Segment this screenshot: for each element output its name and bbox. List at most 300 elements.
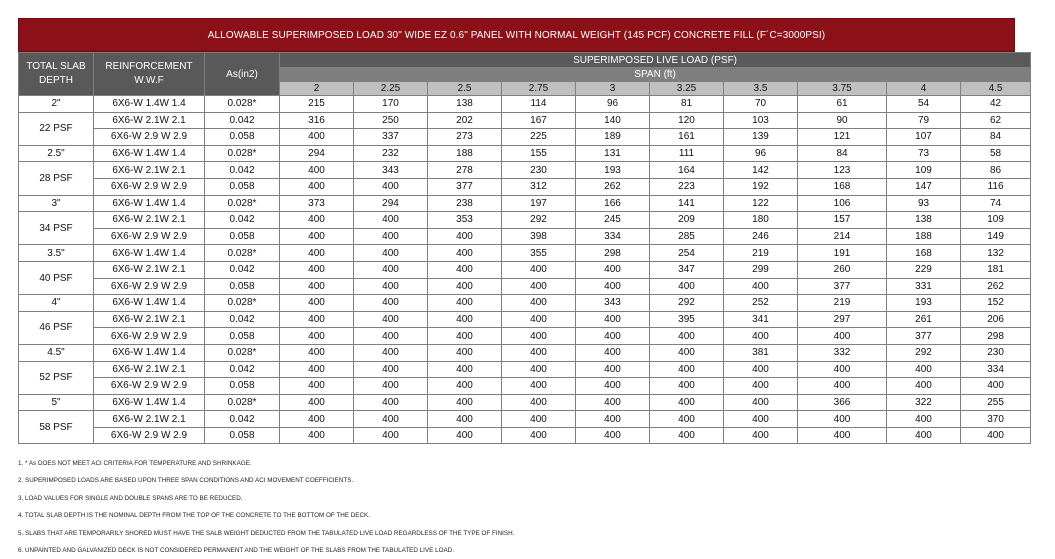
load-value-cell: 373 xyxy=(280,195,354,212)
span-header-cell: 4.5 xyxy=(961,82,1031,96)
load-value-cell: 116 xyxy=(961,178,1031,195)
reinforcement-cell: 6X6-W 2.9 W 2.9 xyxy=(94,129,205,146)
load-table xyxy=(18,52,1031,444)
slab-depth-cell: 3.5" xyxy=(19,245,94,262)
load-value-cell: 107 xyxy=(887,129,961,146)
load-value-cell: 400 xyxy=(576,328,650,345)
load-value-cell: 73 xyxy=(887,145,961,162)
table-row xyxy=(19,427,1031,444)
load-value-cell: 377 xyxy=(887,328,961,345)
load-value-cell: 400 xyxy=(354,178,428,195)
load-value-cell: 400 xyxy=(280,378,354,395)
load-table-container xyxy=(18,18,1015,444)
load-value-cell: 400 xyxy=(502,278,576,295)
load-value-cell: 188 xyxy=(887,228,961,245)
load-value-cell: 400 xyxy=(502,411,576,428)
load-value-cell: 223 xyxy=(650,178,724,195)
as-cell: 0.042 xyxy=(205,361,280,378)
load-value-cell: 298 xyxy=(961,328,1031,345)
load-value-cell: 62 xyxy=(961,112,1031,129)
load-value-cell: 334 xyxy=(961,361,1031,378)
load-value-cell: 294 xyxy=(354,195,428,212)
load-value-cell: 400 xyxy=(428,378,502,395)
reinforcement-cell: 6X6-W 2.9 W 2.9 xyxy=(94,228,205,245)
as-cell: 0.042 xyxy=(205,261,280,278)
as-cell: 0.042 xyxy=(205,112,280,129)
reinforcement-cell: 6X6-W 2.9 W 2.9 xyxy=(94,178,205,195)
load-value-cell: 229 xyxy=(887,261,961,278)
table-row xyxy=(19,228,1031,245)
load-value-cell: 366 xyxy=(798,394,887,411)
as-cell: 0.058 xyxy=(205,278,280,295)
load-value-cell: 400 xyxy=(354,378,428,395)
table-row xyxy=(19,361,1031,378)
load-value-cell: 79 xyxy=(887,112,961,129)
load-value-cell: 138 xyxy=(887,212,961,229)
load-value-cell: 400 xyxy=(961,427,1031,444)
load-value-cell: 334 xyxy=(576,228,650,245)
load-value-cell: 152 xyxy=(961,295,1031,312)
load-value-cell: 109 xyxy=(887,162,961,179)
load-value-cell: 400 xyxy=(502,394,576,411)
header-as: As(in2) xyxy=(205,53,280,96)
load-value-cell: 400 xyxy=(887,411,961,428)
load-value-cell: 355 xyxy=(502,245,576,262)
load-value-cell: 188 xyxy=(428,145,502,162)
load-value-cell: 120 xyxy=(650,112,724,129)
load-value-cell: 142 xyxy=(724,162,798,179)
load-value-cell: 61 xyxy=(798,96,887,113)
load-value-cell: 84 xyxy=(798,145,887,162)
reinforcement-cell: 6X6-W 1.4W 1.4 xyxy=(94,295,205,312)
table-row xyxy=(19,178,1031,195)
slab-weight-cell: 46 PSF xyxy=(19,311,94,344)
span-header-cell: 2.25 xyxy=(354,82,428,96)
load-value-cell: 377 xyxy=(798,278,887,295)
load-value-cell: 209 xyxy=(650,212,724,229)
note-item: 6. UNPAINTED AND GALVANIZED DECK IS NOT CONSIDERED PERMANENT AND THE WEIGHT OF THE SLABS FROM THE TABULATED LIVE LOAD. xyxy=(18,546,454,554)
load-value-cell: 400 xyxy=(576,394,650,411)
slab-weight-cell: 28 PSF xyxy=(19,162,94,195)
load-value-cell: 400 xyxy=(650,378,724,395)
table-row xyxy=(19,96,1031,113)
load-value-cell: 400 xyxy=(724,328,798,345)
load-value-cell: 400 xyxy=(798,361,887,378)
load-value-cell: 181 xyxy=(961,261,1031,278)
load-value-cell: 299 xyxy=(724,261,798,278)
load-value-cell: 255 xyxy=(961,394,1031,411)
load-value-cell: 262 xyxy=(576,178,650,195)
load-value-cell: 400 xyxy=(428,328,502,345)
load-value-cell: 400 xyxy=(502,378,576,395)
load-value-cell: 343 xyxy=(354,162,428,179)
load-value-cell: 395 xyxy=(650,311,724,328)
reinforcement-cell: 6X6-W 2.1W 2.1 xyxy=(94,361,205,378)
as-cell: 0.028* xyxy=(205,295,280,312)
note-item: 5. SLABS THAT ARE TEMPORARILY SHORED MUST HAVE THE SALB WEIGHT DEDUCTED FROM THE TABULATED LIVE LOAD REGARDLESS OF THE TYPE OF FINISH. xyxy=(18,529,515,537)
load-value-cell: 400 xyxy=(280,394,354,411)
reinforcement-cell: 6X6-W 2.9 W 2.9 xyxy=(94,378,205,395)
load-value-cell: 168 xyxy=(798,178,887,195)
note-item: 4. TOTAL SLAB DEPTH IS THE NOMINAL DEPTH FROM THE TOP OF THE CONCRETE TO THE BOTTOM OF THE DECK. xyxy=(18,512,370,520)
slab-depth-cell: 3" xyxy=(19,195,94,212)
load-value-cell: 166 xyxy=(576,195,650,212)
load-value-cell: 191 xyxy=(798,245,887,262)
load-value-cell: 316 xyxy=(280,112,354,129)
load-value-cell: 400 xyxy=(280,178,354,195)
load-value-cell: 400 xyxy=(280,427,354,444)
load-value-cell: 400 xyxy=(354,361,428,378)
load-value-cell: 400 xyxy=(798,378,887,395)
load-value-cell: 400 xyxy=(354,245,428,262)
load-value-cell: 273 xyxy=(428,129,502,146)
load-value-cell: 147 xyxy=(887,178,961,195)
load-value-cell: 168 xyxy=(887,245,961,262)
load-value-cell: 400 xyxy=(280,245,354,262)
note-item: 3. LOAD VALUES FOR SINGLE AND DOUBLE SPANS ARE TO BE REDUCED. xyxy=(18,494,243,502)
load-value-cell: 123 xyxy=(798,162,887,179)
load-value-cell: 74 xyxy=(961,195,1031,212)
load-value-cell: 400 xyxy=(428,394,502,411)
load-value-cell: 377 xyxy=(428,178,502,195)
load-value-cell: 400 xyxy=(280,228,354,245)
load-value-cell: 58 xyxy=(961,145,1031,162)
load-value-cell: 214 xyxy=(798,228,887,245)
slab-depth-cell: 2.5" xyxy=(19,145,94,162)
load-value-cell: 400 xyxy=(576,411,650,428)
as-cell: 0.028* xyxy=(205,96,280,113)
load-value-cell: 400 xyxy=(724,411,798,428)
load-value-cell: 400 xyxy=(576,361,650,378)
header-total-slab-depth: TOTAL SLAB DEPTH xyxy=(19,53,94,96)
load-value-cell: 246 xyxy=(724,228,798,245)
load-value-cell: 193 xyxy=(887,295,961,312)
load-value-cell: 84 xyxy=(961,129,1031,146)
load-value-cell: 400 xyxy=(280,361,354,378)
load-value-cell: 189 xyxy=(576,129,650,146)
load-value-cell: 225 xyxy=(502,129,576,146)
as-cell: 0.028* xyxy=(205,245,280,262)
load-value-cell: 400 xyxy=(502,311,576,328)
load-value-cell: 292 xyxy=(650,295,724,312)
load-value-cell: 341 xyxy=(724,311,798,328)
load-value-cell: 297 xyxy=(798,311,887,328)
load-value-cell: 400 xyxy=(428,361,502,378)
load-value-cell: 400 xyxy=(576,427,650,444)
load-value-cell: 343 xyxy=(576,295,650,312)
load-value-cell: 400 xyxy=(428,261,502,278)
table-header xyxy=(19,53,1031,96)
load-value-cell: 400 xyxy=(280,328,354,345)
reinforcement-cell: 6X6-W 1.4W 1.4 xyxy=(94,195,205,212)
load-value-cell: 400 xyxy=(280,344,354,361)
load-value-cell: 278 xyxy=(428,162,502,179)
table-row xyxy=(19,394,1031,411)
load-value-cell: 400 xyxy=(798,411,887,428)
load-value-cell: 370 xyxy=(961,411,1031,428)
load-value-cell: 294 xyxy=(280,145,354,162)
reinforcement-cell: 6X6-W 1.4W 1.4 xyxy=(94,145,205,162)
reinforcement-cell: 6X6-W 2.1W 2.1 xyxy=(94,411,205,428)
load-value-cell: 157 xyxy=(798,212,887,229)
table-row xyxy=(19,195,1031,212)
load-value-cell: 312 xyxy=(502,178,576,195)
as-cell: 0.058 xyxy=(205,378,280,395)
load-value-cell: 400 xyxy=(428,228,502,245)
as-cell: 0.028* xyxy=(205,145,280,162)
load-value-cell: 400 xyxy=(650,427,724,444)
load-value-cell: 400 xyxy=(887,361,961,378)
load-value-cell: 400 xyxy=(280,261,354,278)
table-row xyxy=(19,261,1031,278)
load-value-cell: 400 xyxy=(428,411,502,428)
notes-list xyxy=(18,455,1018,559)
load-value-cell: 400 xyxy=(502,427,576,444)
load-value-cell: 400 xyxy=(502,328,576,345)
header-superimposed-live-load: SUPERIMPOSED LIVE LOAD (PSF) xyxy=(280,53,1031,68)
load-value-cell: 400 xyxy=(724,278,798,295)
load-value-cell: 170 xyxy=(354,96,428,113)
reinforcement-cell: 6X6-W 2.9 W 2.9 xyxy=(94,278,205,295)
load-value-cell: 111 xyxy=(650,145,724,162)
load-value-cell: 219 xyxy=(798,295,887,312)
load-value-cell: 238 xyxy=(428,195,502,212)
load-value-cell: 164 xyxy=(650,162,724,179)
table-body xyxy=(19,96,1031,444)
load-value-cell: 400 xyxy=(428,344,502,361)
table-row xyxy=(19,311,1031,328)
load-value-cell: 400 xyxy=(576,344,650,361)
table-row xyxy=(19,112,1031,129)
load-value-cell: 400 xyxy=(650,328,724,345)
load-value-cell: 400 xyxy=(798,427,887,444)
load-value-cell: 298 xyxy=(576,245,650,262)
load-value-cell: 93 xyxy=(887,195,961,212)
load-value-cell: 400 xyxy=(428,311,502,328)
load-value-cell: 250 xyxy=(354,112,428,129)
span-header-cell: 2 xyxy=(280,82,354,96)
reinforcement-cell: 6X6-W 2.1W 2.1 xyxy=(94,311,205,328)
slab-weight-cell: 22 PSF xyxy=(19,112,94,145)
as-cell: 0.058 xyxy=(205,228,280,245)
load-value-cell: 141 xyxy=(650,195,724,212)
load-value-cell: 254 xyxy=(650,245,724,262)
load-value-cell: 206 xyxy=(961,311,1031,328)
load-value-cell: 96 xyxy=(724,145,798,162)
reinforcement-cell: 6X6-W 2.1W 2.1 xyxy=(94,261,205,278)
load-value-cell: 400 xyxy=(650,411,724,428)
load-value-cell: 114 xyxy=(502,96,576,113)
load-value-cell: 347 xyxy=(650,261,724,278)
table-row xyxy=(19,411,1031,428)
load-value-cell: 180 xyxy=(724,212,798,229)
load-value-cell: 400 xyxy=(650,278,724,295)
slab-weight-cell: 40 PSF xyxy=(19,261,94,294)
load-value-cell: 122 xyxy=(724,195,798,212)
as-cell: 0.058 xyxy=(205,328,280,345)
reinforcement-cell: 6X6-W 1.4W 1.4 xyxy=(94,344,205,361)
reinforcement-cell: 6X6-W 2.9 W 2.9 xyxy=(94,328,205,345)
table-row xyxy=(19,328,1031,345)
load-value-cell: 400 xyxy=(961,378,1031,395)
load-value-cell: 193 xyxy=(576,162,650,179)
load-value-cell: 353 xyxy=(428,212,502,229)
load-value-cell: 400 xyxy=(650,361,724,378)
load-value-cell: 400 xyxy=(280,411,354,428)
table-row xyxy=(19,162,1031,179)
note-item: 2. SUPERIMPOSED LOADS ARE BASED UPON THREE SPAN CONDITIONS AND ACI MOVEMENT COEFFICIENTS. xyxy=(18,477,354,485)
load-value-cell: 400 xyxy=(502,261,576,278)
table-row xyxy=(19,378,1031,395)
reinforcement-cell: 6X6-W 2.1W 2.1 xyxy=(94,162,205,179)
table-row xyxy=(19,145,1031,162)
load-value-cell: 197 xyxy=(502,195,576,212)
load-value-cell: 337 xyxy=(354,129,428,146)
load-value-cell: 192 xyxy=(724,178,798,195)
table-row xyxy=(19,295,1031,312)
load-value-cell: 322 xyxy=(887,394,961,411)
load-value-cell: 103 xyxy=(724,112,798,129)
reinforcement-cell: 6X6-W 1.4W 1.4 xyxy=(94,245,205,262)
load-value-cell: 332 xyxy=(798,344,887,361)
load-value-cell: 398 xyxy=(502,228,576,245)
load-value-cell: 400 xyxy=(354,344,428,361)
load-value-cell: 400 xyxy=(280,311,354,328)
table-row xyxy=(19,212,1031,229)
load-value-cell: 132 xyxy=(961,245,1031,262)
load-value-cell: 285 xyxy=(650,228,724,245)
load-value-cell: 90 xyxy=(798,112,887,129)
load-value-cell: 167 xyxy=(502,112,576,129)
load-value-cell: 262 xyxy=(961,278,1031,295)
load-value-cell: 292 xyxy=(502,212,576,229)
as-cell: 0.042 xyxy=(205,311,280,328)
load-value-cell: 400 xyxy=(354,411,428,428)
load-value-cell: 400 xyxy=(502,344,576,361)
span-header-cell: 2.75 xyxy=(502,82,576,96)
load-value-cell: 400 xyxy=(724,378,798,395)
slab-depth-cell: 5" xyxy=(19,394,94,411)
slab-depth-cell: 4.5" xyxy=(19,344,94,361)
load-value-cell: 400 xyxy=(354,295,428,312)
load-value-cell: 202 xyxy=(428,112,502,129)
load-value-cell: 121 xyxy=(798,129,887,146)
load-value-cell: 331 xyxy=(887,278,961,295)
table-title: ALLOWABLE SUPERIMPOSED LOAD 30" WIDE EZ 0.6" PANEL WITH NORMAL WEIGHT (145 PCF) CONCRETE FILL (F´C=3000PSI) xyxy=(18,18,1015,52)
load-value-cell: 81 xyxy=(650,96,724,113)
load-value-cell: 140 xyxy=(576,112,650,129)
load-value-cell: 400 xyxy=(502,295,576,312)
load-value-cell: 96 xyxy=(576,96,650,113)
load-value-cell: 400 xyxy=(724,361,798,378)
load-value-cell: 230 xyxy=(961,344,1031,361)
load-value-cell: 381 xyxy=(724,344,798,361)
table-row xyxy=(19,245,1031,262)
table-row xyxy=(19,344,1031,361)
load-value-cell: 400 xyxy=(428,278,502,295)
as-cell: 0.028* xyxy=(205,344,280,361)
load-value-cell: 400 xyxy=(354,228,428,245)
load-value-cell: 400 xyxy=(280,212,354,229)
header-reinforcement: REINFORCEMENT W.W.F xyxy=(94,53,205,96)
span-header-cell: 3.25 xyxy=(650,82,724,96)
load-value-cell: 400 xyxy=(576,278,650,295)
span-header-cell: 3 xyxy=(576,82,650,96)
load-value-cell: 131 xyxy=(576,145,650,162)
load-value-cell: 86 xyxy=(961,162,1031,179)
load-value-cell: 54 xyxy=(887,96,961,113)
load-value-cell: 139 xyxy=(724,129,798,146)
load-value-cell: 400 xyxy=(502,361,576,378)
load-value-cell: 400 xyxy=(280,129,354,146)
note-item: 1. * As DOES NOT MEET ACI CRITERIA FOR TEMPERATURE AND SHRINKAGE. xyxy=(18,460,252,467)
reinforcement-cell: 6X6-W 2.1W 2.1 xyxy=(94,212,205,229)
span-header-cell: 3.5 xyxy=(724,82,798,96)
reinforcement-cell: 6X6-W 2.9 W 2.9 xyxy=(94,427,205,444)
load-value-cell: 400 xyxy=(280,162,354,179)
as-cell: 0.058 xyxy=(205,129,280,146)
load-value-cell: 400 xyxy=(354,311,428,328)
load-value-cell: 155 xyxy=(502,145,576,162)
load-value-cell: 400 xyxy=(354,328,428,345)
as-cell: 0.042 xyxy=(205,212,280,229)
load-value-cell: 260 xyxy=(798,261,887,278)
reinforcement-cell: 6X6-W 1.4W 1.4 xyxy=(94,394,205,411)
load-value-cell: 252 xyxy=(724,295,798,312)
load-value-cell: 219 xyxy=(724,245,798,262)
load-value-cell: 106 xyxy=(798,195,887,212)
span-header-cell: 2.5 xyxy=(428,82,502,96)
slab-depth-cell: 4" xyxy=(19,295,94,312)
load-value-cell: 400 xyxy=(650,394,724,411)
load-value-cell: 400 xyxy=(428,295,502,312)
load-value-cell: 400 xyxy=(576,378,650,395)
header-span: SPAN (ft) xyxy=(280,68,1031,82)
load-value-cell: 400 xyxy=(354,261,428,278)
reinforcement-cell: 6X6-W 1.4W 1.4 xyxy=(94,96,205,113)
load-value-cell: 109 xyxy=(961,212,1031,229)
load-value-cell: 245 xyxy=(576,212,650,229)
load-value-cell: 400 xyxy=(576,311,650,328)
load-value-cell: 400 xyxy=(428,427,502,444)
load-value-cell: 400 xyxy=(887,427,961,444)
slab-weight-cell: 58 PSF xyxy=(19,411,94,444)
reinforcement-cell: 6X6-W 2.1W 2.1 xyxy=(94,112,205,129)
load-value-cell: 292 xyxy=(887,344,961,361)
load-value-cell: 400 xyxy=(650,344,724,361)
load-value-cell: 215 xyxy=(280,96,354,113)
table-row xyxy=(19,278,1031,295)
load-value-cell: 400 xyxy=(354,278,428,295)
as-cell: 0.042 xyxy=(205,162,280,179)
load-value-cell: 400 xyxy=(354,427,428,444)
span-header-cell: 4 xyxy=(887,82,961,96)
load-value-cell: 400 xyxy=(428,245,502,262)
as-cell: 0.058 xyxy=(205,427,280,444)
load-value-cell: 400 xyxy=(280,278,354,295)
slab-weight-cell: 52 PSF xyxy=(19,361,94,394)
as-cell: 0.028* xyxy=(205,394,280,411)
load-value-cell: 400 xyxy=(798,328,887,345)
span-header-cell: 3.75 xyxy=(798,82,887,96)
load-value-cell: 400 xyxy=(354,394,428,411)
load-value-cell: 400 xyxy=(724,394,798,411)
table-row xyxy=(19,129,1031,146)
load-value-cell: 70 xyxy=(724,96,798,113)
as-cell: 0.042 xyxy=(205,411,280,428)
load-value-cell: 42 xyxy=(961,96,1031,113)
slab-depth-cell: 2" xyxy=(19,96,94,113)
